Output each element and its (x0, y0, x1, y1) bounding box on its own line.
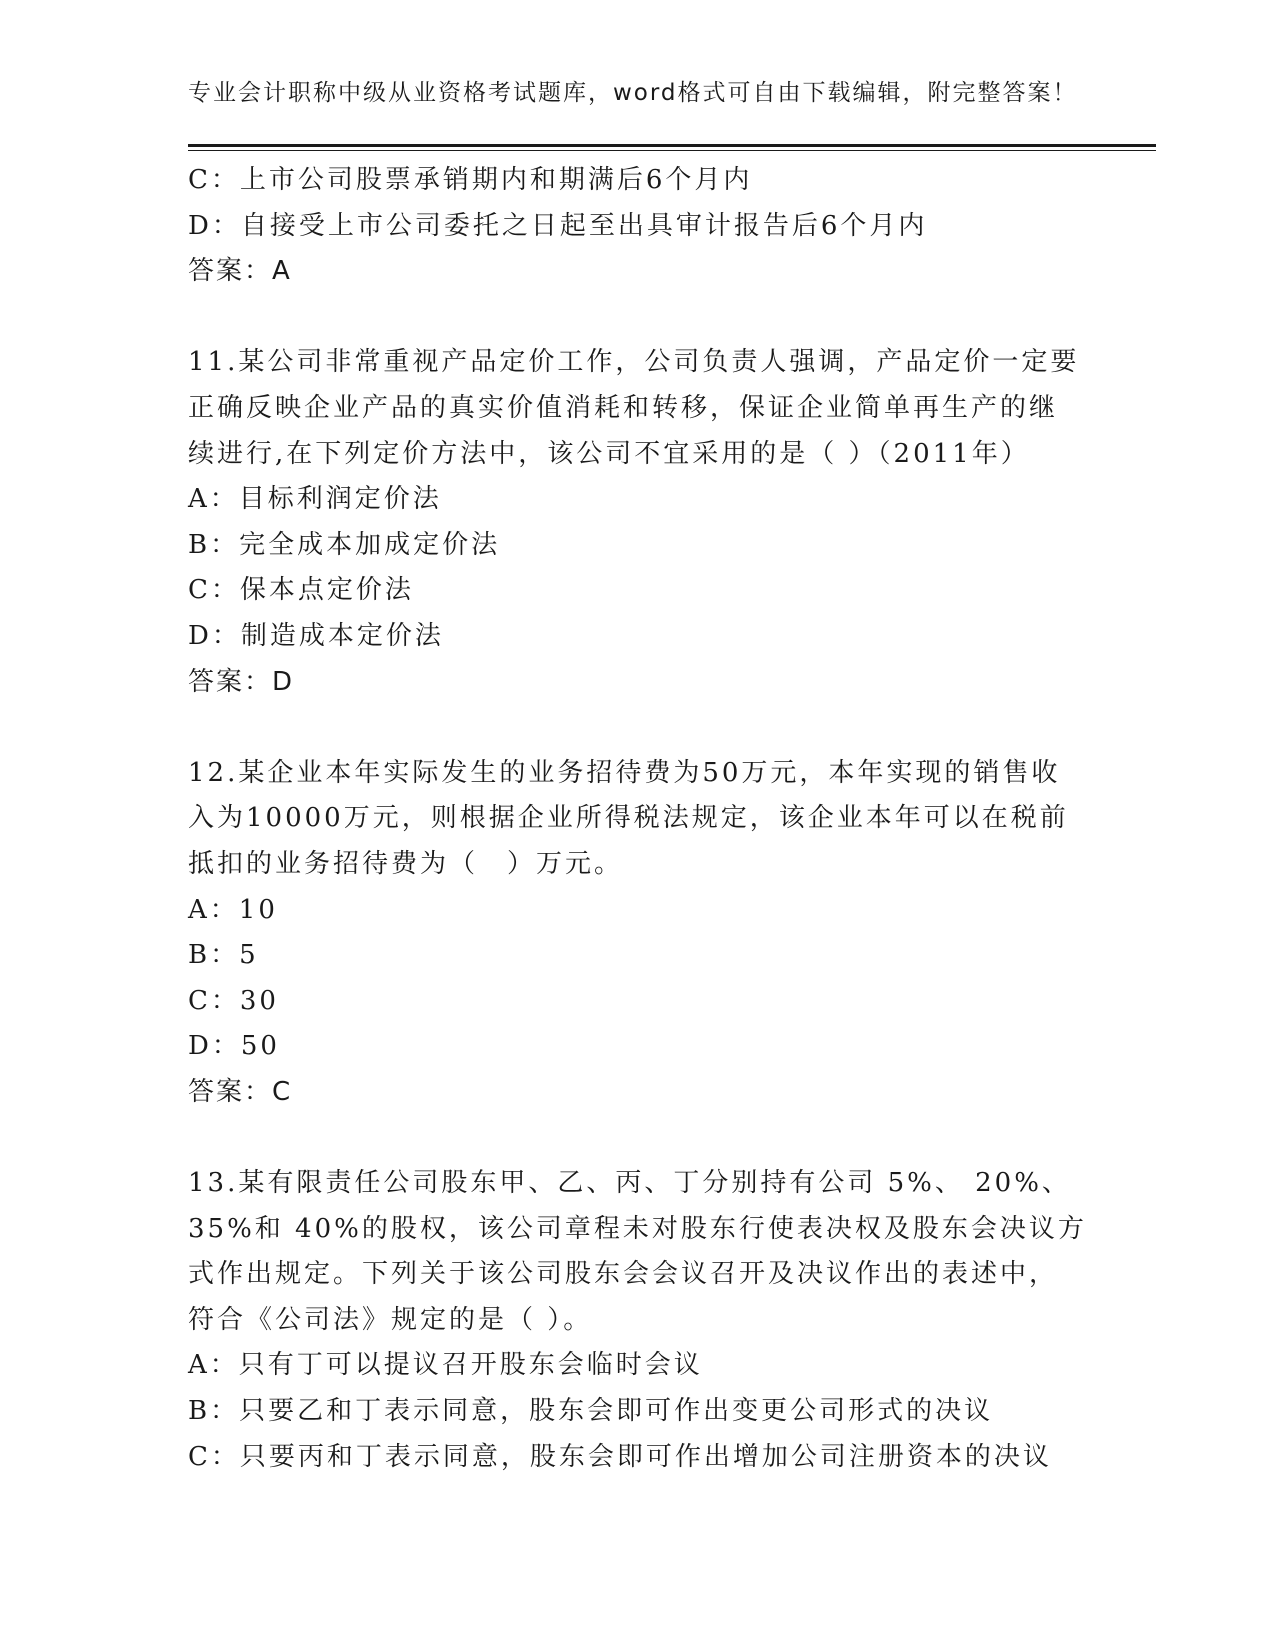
q12-stem-line3: 抵扣的业务招待费为（ ）万元。 (188, 848, 624, 879)
q12-stem-line2: 入为10000万元，则根据企业所得税法规定，该企业本年可以在税前 (188, 803, 1069, 834)
spacer (188, 295, 1088, 341)
header-rule-thin (188, 150, 1156, 151)
q10-option-d: D：自接受上市公司委托之日起至出具审计报告后6个月内 (188, 210, 928, 241)
q13-option-b: B：只要乙和丁表示同意，股东会即可作出变更公司形式的决议 (188, 1396, 994, 1427)
q12-option-b: B：5 (188, 940, 259, 971)
q12-option-d: D：50 (188, 1031, 280, 1062)
q12-answer: 答案：C (188, 1076, 293, 1107)
q10-option-c: C：上市公司股票承销期内和期满后6个月内 (188, 165, 753, 195)
q11-answer: 答案：D (188, 666, 295, 697)
q13-option-a: A：只有丁可以提议召开股东会临时会议 (188, 1350, 703, 1381)
q13-option-c: C：只要丙和丁表示同意，股东会即可作出增加公司注册资本的决议 (188, 1441, 1052, 1472)
q13-stem-line1: 13.某有限责任公司股东甲、乙、丙、丁分别持有公司 5%、 20%、 (188, 1168, 1071, 1199)
q11-option-a: A：目标利润定价法 (188, 484, 442, 515)
q11-stem-line1: 11.某公司非常重视产品定价工作，公司负责人强调，产品定价一定要 (188, 347, 1080, 378)
q12-option-a: A：10 (188, 894, 278, 925)
page-header: 专业会计职称中级从业资格考试题库，word格式可自由下载编辑，附完整答案！ (188, 80, 1078, 106)
header-rule-thick (188, 144, 1156, 147)
q11-option-c: C：保本点定价法 (188, 575, 414, 606)
q11-option-b: B：完全成本加成定价法 (188, 529, 501, 560)
spacer (188, 1115, 1088, 1161)
q13-stem-line2: 35%和 40%的股权，该公司章程未对股东行使表决权及股东会决议方 (188, 1213, 1087, 1244)
q11-stem-line2: 正确反映企业产品的真实价值消耗和转移，保证企业简单再生产的继 (188, 392, 1059, 423)
spacer (188, 705, 1088, 751)
q13-stem-line4: 符合《公司法》规定的是（ ）。 (188, 1304, 593, 1335)
question-content (188, 158, 1088, 1480)
q12-option-c: C：30 (188, 985, 279, 1016)
q13-stem-line3: 式作出规定。下列关于该公司股东会会议召开及决议作出的表述中， (188, 1259, 1059, 1290)
q10-answer: 答案：A (188, 256, 292, 287)
q12-stem-line1: 12.某企业本年实际发生的业务招待费为50万元，本年实现的销售收 (188, 757, 1061, 788)
q11-option-d: D：制造成本定价法 (188, 620, 444, 651)
q11-stem-line3: 续进行,在下列定价方法中，该公司不宜采用的是（ ）（2011年） (188, 438, 1030, 469)
